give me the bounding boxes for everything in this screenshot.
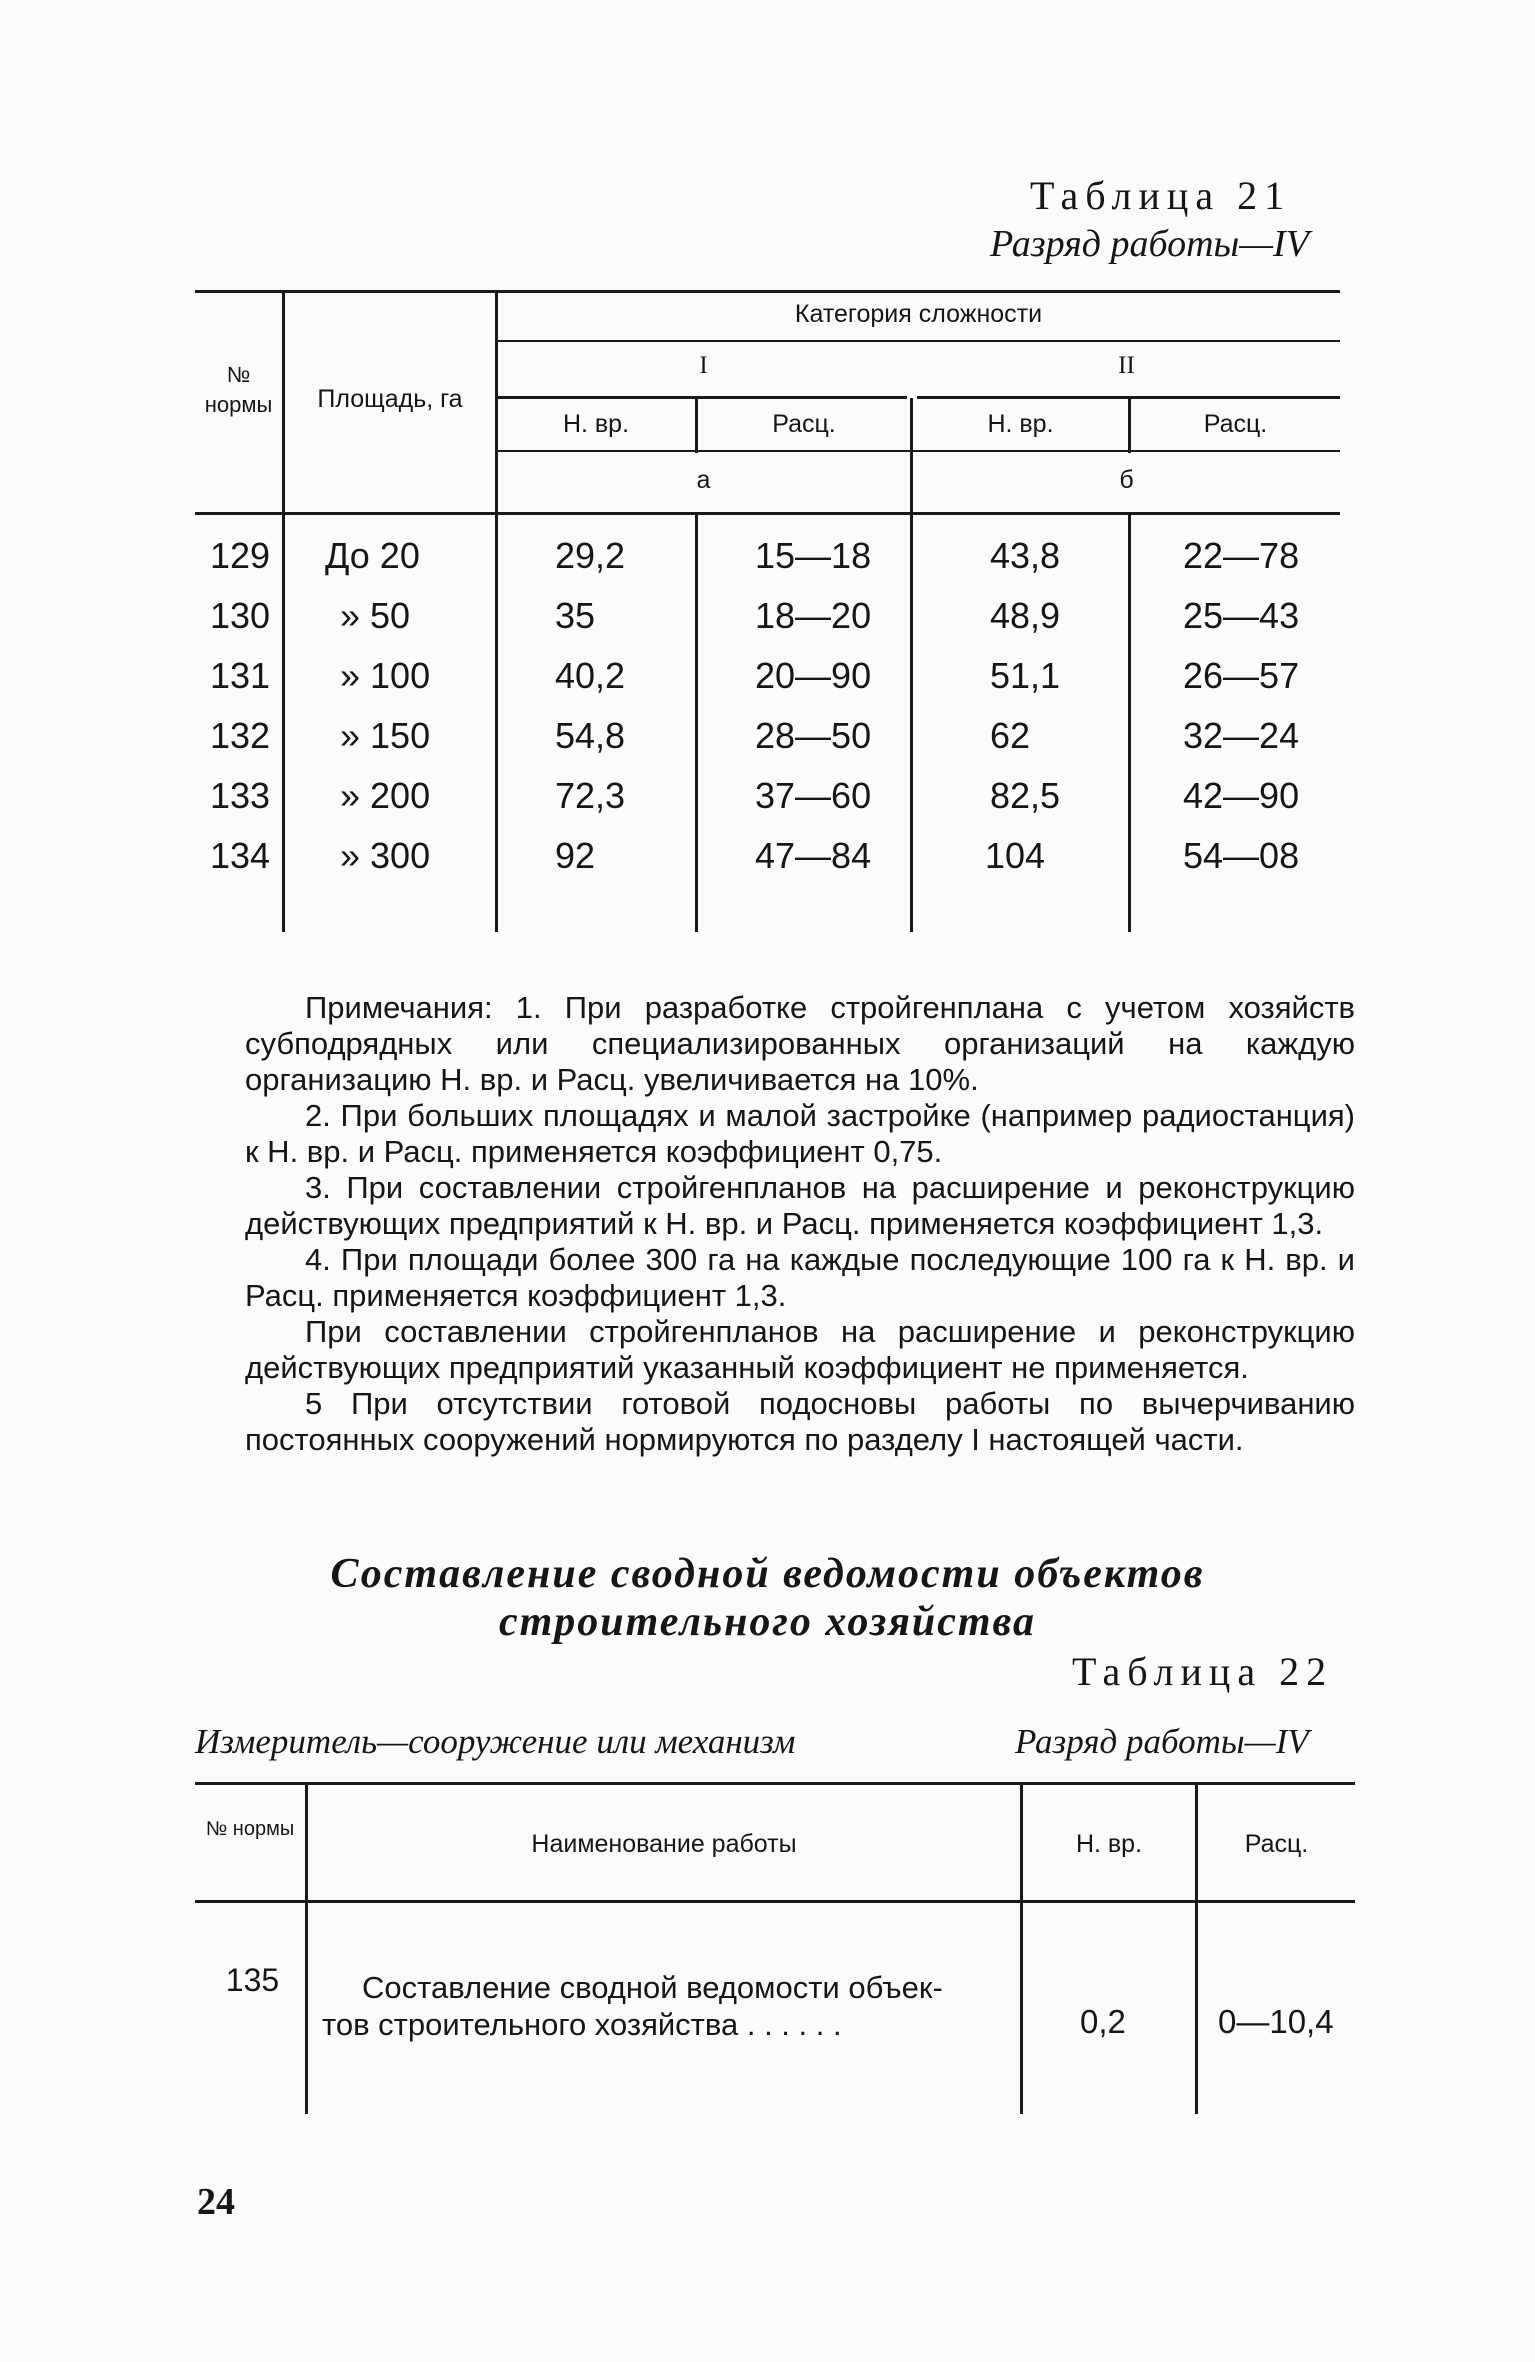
row-norm-number: 130 bbox=[209, 595, 271, 636]
header-work-name: Наименование работы bbox=[531, 1830, 797, 1858]
row-nvr-1: 29,2 bbox=[555, 535, 626, 576]
header-norm-number: № нормы bbox=[204, 362, 273, 417]
row-rasc-1: 37—60 bbox=[755, 775, 872, 816]
row-nvr-2: 104 bbox=[985, 835, 1046, 876]
row-rasc-2: 26—57 bbox=[1183, 655, 1300, 696]
row-norm-number: 134 bbox=[209, 835, 271, 876]
row-area: » 150 bbox=[340, 715, 431, 756]
table22-meter: Измеритель—сооружение или механизм bbox=[195, 1722, 796, 1761]
row-nvr-2: 62 bbox=[990, 715, 1031, 756]
row-nvr-1: 40,2 bbox=[555, 655, 626, 696]
header-rasc: Расц. bbox=[1244, 1830, 1309, 1858]
header-rasc-1: Расц. bbox=[772, 410, 836, 438]
row-nvr-1: 54,8 bbox=[555, 715, 626, 756]
row-rasc-1: 18—20 bbox=[755, 595, 872, 636]
row-norm-number: 133 bbox=[209, 775, 271, 816]
row-nvr-1: 72,3 bbox=[555, 775, 626, 816]
row-rasc-1: 20—90 bbox=[755, 655, 872, 696]
row-nvr-2: 43,8 bbox=[990, 535, 1061, 576]
header-sub-b: б bbox=[1119, 466, 1134, 494]
row-area: » 200 bbox=[340, 775, 431, 816]
notes bbox=[245, 990, 1355, 1458]
header-rasc-2: Расц. bbox=[1203, 410, 1268, 438]
row-rasc-2: 54—08 bbox=[1183, 835, 1300, 876]
row-work-name-line-2: тов строительного хозяйства . . . . . . bbox=[322, 2007, 842, 2042]
row-norm-number: 131 bbox=[209, 655, 271, 696]
table21-rank: Разряд работы—IV bbox=[990, 223, 1309, 265]
row-nvr-2: 51,1 bbox=[990, 655, 1061, 696]
note-4: 4. При площади более 300 га на каждые последующие 100 га к Н. вр. и Расц. применяется коэффициент 1,3. bbox=[245, 1242, 1355, 1313]
row-rasc-1: 28—50 bbox=[755, 715, 872, 756]
row-norm-number: 132 bbox=[209, 715, 271, 756]
row-norm-number: 129 bbox=[209, 535, 271, 576]
header-area: Площадь, га bbox=[317, 385, 463, 413]
header-nvr-2: Н. вр. bbox=[987, 410, 1054, 438]
header-category-2: II bbox=[1118, 352, 1135, 379]
row-area: » 50 bbox=[340, 595, 411, 636]
row-rasc-1: 15—18 bbox=[755, 535, 872, 576]
note-2: 2. При больших площадях и малой застройке (например радиостанция) к Н. вр. и Расц. применяется коэффициент 0,75. bbox=[245, 1098, 1355, 1169]
section-heading-line-2: строительного хозяйства bbox=[498, 1599, 1037, 1645]
section-heading-line-1: Составление сводной ведомости объектов bbox=[330, 1551, 1205, 1597]
table21-title: Таблица 21 bbox=[1030, 173, 1292, 218]
row-nvr: 0,2 bbox=[1080, 2003, 1126, 2040]
row-nvr-1: 35 bbox=[555, 595, 596, 636]
row-nvr-1: 92 bbox=[555, 835, 596, 876]
row-work-name-line-1: Составление сводной ведомости объек- bbox=[362, 1970, 943, 2005]
row-rasc-2: 32—24 bbox=[1183, 715, 1300, 756]
page-number: 24 bbox=[197, 2181, 235, 2223]
header-nvr: Н. вр. bbox=[1075, 1830, 1143, 1858]
row-area: » 300 bbox=[340, 835, 431, 876]
note-1: Примечания: 1. При разработке стройгенплана с учетом хозяйств субподрядных или специализированных организаций на каждую организацию Н. вр. и Расц. увеличивается на 10%. bbox=[245, 990, 1355, 1097]
header-category-1: I bbox=[699, 352, 708, 379]
row-rasc-1: 47—84 bbox=[755, 835, 872, 876]
header-norm-number: № нормы bbox=[205, 1818, 295, 1840]
row-rasc: 0—10,4 bbox=[1218, 2003, 1334, 2040]
row-area: До 20 bbox=[325, 535, 420, 576]
row-norm-number: 135 bbox=[225, 1962, 280, 1998]
header-sub-a: а bbox=[696, 466, 711, 494]
row-rasc-2: 42—90 bbox=[1183, 775, 1300, 816]
table22-rank: Разряд работы—IV bbox=[1015, 1722, 1309, 1761]
row-rasc-2: 22—78 bbox=[1183, 535, 1300, 576]
row-rasc-2: 25—43 bbox=[1183, 595, 1300, 636]
note-3: 3. При составлении стройгенпланов на расширение и реконструкцию действующих предприятий к Н. вр. и Расц. применяется коэффициент 1,3. bbox=[245, 1170, 1355, 1241]
header-category: Категория сложности bbox=[794, 300, 1043, 328]
row-nvr-2: 48,9 bbox=[990, 595, 1061, 636]
note-4-addendum: При составлении стройгенпланов на расширение и реконструкцию действующих предприятий указанный коэффициент не применяется. bbox=[245, 1314, 1355, 1385]
table22-title: Таблица 22 bbox=[1072, 1649, 1334, 1694]
row-area: » 100 bbox=[340, 655, 431, 696]
header-nvr-1: Н. вр. bbox=[562, 410, 630, 438]
row-nvr-2: 82,5 bbox=[990, 775, 1061, 816]
note-5: 5 При отсутствии готовой подосновы работы по вычерчиванию постоянных сооружений нормируются по разделу I настоящей части. bbox=[245, 1386, 1355, 1457]
